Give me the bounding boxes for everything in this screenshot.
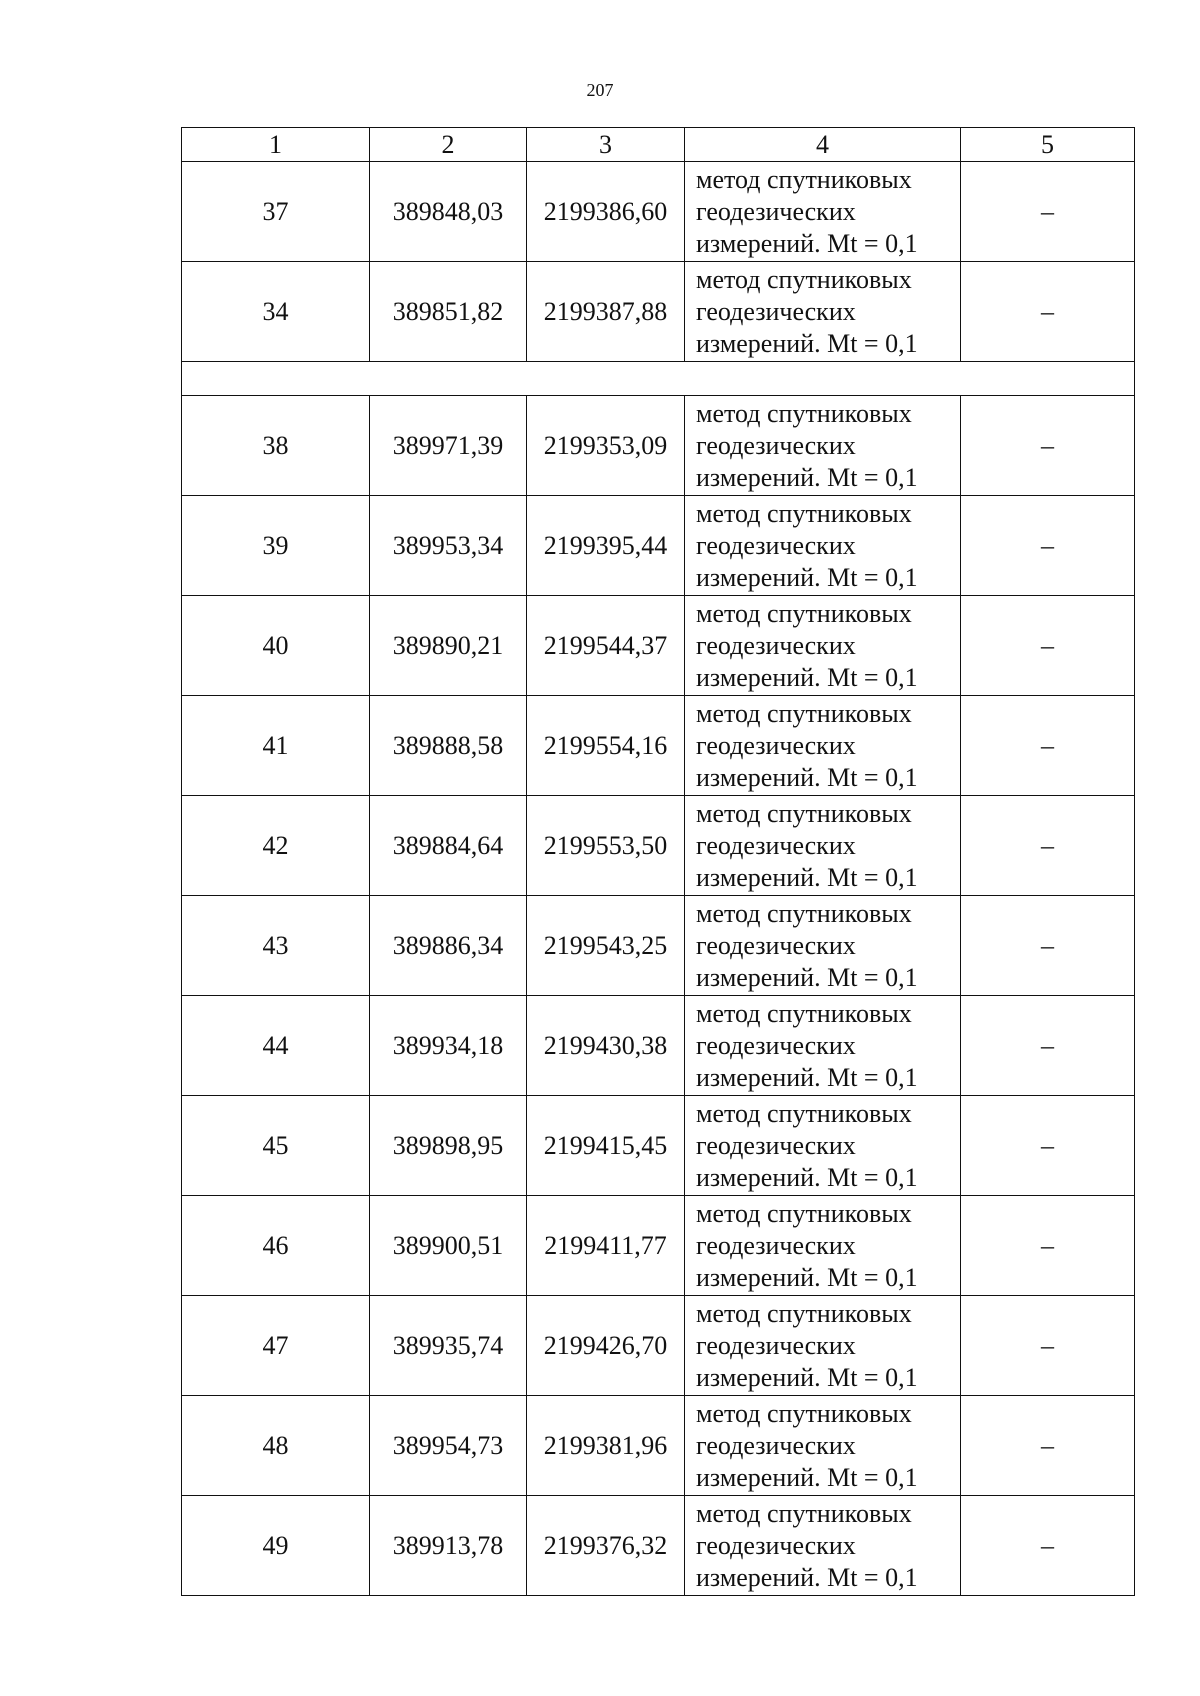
point-number: 37	[182, 162, 370, 262]
method-line: геодезических	[696, 730, 856, 760]
accuracy-dash: –	[961, 396, 1135, 496]
accuracy-dash: –	[961, 162, 1135, 262]
accuracy-dash: –	[961, 1296, 1135, 1396]
method-line: геодезических	[696, 430, 856, 460]
point-number: 49	[182, 1496, 370, 1596]
method-description	[685, 896, 961, 996]
table-row	[182, 896, 1135, 996]
coordinates-table	[181, 127, 1135, 1596]
method-line: геодезических	[696, 296, 856, 326]
coordinate-x: 389971,39	[370, 396, 527, 496]
method-line: геодезических	[696, 530, 856, 560]
table-row	[182, 696, 1135, 796]
table-row	[182, 596, 1135, 696]
table-row	[182, 996, 1135, 1096]
point-number: 34	[182, 262, 370, 362]
coordinate-y: 2199353,09	[527, 396, 685, 496]
point-number: 39	[182, 496, 370, 596]
method-description	[685, 996, 961, 1096]
method-line: метод спутниковых	[696, 798, 912, 828]
accuracy-dash: –	[961, 596, 1135, 696]
method-description	[685, 696, 961, 796]
method-line: измерений. Mt = 0,1	[696, 962, 918, 992]
method-line: измерений. Mt = 0,1	[696, 462, 918, 492]
method-line: измерений. Mt = 0,1	[696, 1462, 918, 1492]
accuracy-dash: –	[961, 1496, 1135, 1596]
coordinate-x: 389935,74	[370, 1296, 527, 1396]
method-line: метод спутниковых	[696, 898, 912, 928]
point-number: 41	[182, 696, 370, 796]
table-row	[182, 1396, 1135, 1496]
column-header-2: 2	[370, 128, 527, 162]
method-line: метод спутниковых	[696, 1198, 912, 1228]
point-number: 42	[182, 796, 370, 896]
method-line: геодезических	[696, 196, 856, 226]
accuracy-dash: –	[961, 496, 1135, 596]
method-line: метод спутниковых	[696, 1398, 912, 1428]
accuracy-dash: –	[961, 996, 1135, 1096]
table-row	[182, 396, 1135, 496]
method-description	[685, 1096, 961, 1196]
method-description	[685, 1496, 961, 1596]
coordinate-y: 2199387,88	[527, 262, 685, 362]
table-header-row	[182, 128, 1135, 162]
coordinate-y: 2199395,44	[527, 496, 685, 596]
method-line: геодезических	[696, 930, 856, 960]
method-line: метод спутниковых	[696, 164, 912, 194]
coordinate-x: 389890,21	[370, 596, 527, 696]
coordinate-y: 2199544,37	[527, 596, 685, 696]
method-line: измерений. Mt = 0,1	[696, 1162, 918, 1192]
method-line: геодезических	[696, 1330, 856, 1360]
method-line: метод спутниковых	[696, 264, 912, 294]
coordinate-x: 389900,51	[370, 1196, 527, 1296]
accuracy-dash: –	[961, 1096, 1135, 1196]
method-line: измерений. Mt = 0,1	[696, 328, 918, 358]
accuracy-dash: –	[961, 1396, 1135, 1496]
coordinate-x: 389954,73	[370, 1396, 527, 1496]
column-header-1: 1	[182, 128, 370, 162]
accuracy-dash: –	[961, 796, 1135, 896]
coordinate-y: 2199430,38	[527, 996, 685, 1096]
coordinate-y: 2199415,45	[527, 1096, 685, 1196]
coordinate-y: 2199543,25	[527, 896, 685, 996]
table-row	[182, 1196, 1135, 1296]
coordinate-y: 2199554,16	[527, 696, 685, 796]
accuracy-dash: –	[961, 696, 1135, 796]
table-row	[182, 1296, 1135, 1396]
method-line: геодезических	[696, 1430, 856, 1460]
method-line: геодезических	[696, 1130, 856, 1160]
method-description	[685, 1196, 961, 1296]
method-line: метод спутниковых	[696, 998, 912, 1028]
method-description	[685, 496, 961, 596]
method-description	[685, 596, 961, 696]
method-line: геодезических	[696, 1030, 856, 1060]
point-number: 38	[182, 396, 370, 496]
point-number: 40	[182, 596, 370, 696]
method-line: измерений. Mt = 0,1	[696, 1562, 918, 1592]
method-description	[685, 1396, 961, 1496]
point-number: 46	[182, 1196, 370, 1296]
table-row	[182, 496, 1135, 596]
point-number: 47	[182, 1296, 370, 1396]
method-line: измерений. Mt = 0,1	[696, 762, 918, 792]
method-line: геодезических	[696, 1530, 856, 1560]
method-line: геодезических	[696, 630, 856, 660]
coordinate-x: 389884,64	[370, 796, 527, 896]
point-number: 48	[182, 1396, 370, 1496]
accuracy-dash: –	[961, 262, 1135, 362]
accuracy-dash: –	[961, 896, 1135, 996]
method-line: измерений. Mt = 0,1	[696, 1362, 918, 1392]
table-row	[182, 1496, 1135, 1596]
coordinate-x: 389851,82	[370, 262, 527, 362]
point-number: 43	[182, 896, 370, 996]
method-line: метод спутниковых	[696, 1298, 912, 1328]
separator-cell	[182, 362, 1135, 396]
page-number: 207	[586, 80, 614, 100]
accuracy-dash: –	[961, 1196, 1135, 1296]
table-row	[182, 1096, 1135, 1196]
table-row	[182, 796, 1135, 896]
method-description	[685, 262, 961, 362]
coordinate-x: 389898,95	[370, 1096, 527, 1196]
table-row	[182, 162, 1135, 262]
table-row	[182, 262, 1135, 362]
method-line: измерений. Mt = 0,1	[696, 662, 918, 692]
method-description	[685, 162, 961, 262]
coordinate-y: 2199376,32	[527, 1496, 685, 1596]
method-line: геодезических	[696, 1230, 856, 1260]
method-line: измерений. Mt = 0,1	[696, 1262, 918, 1292]
coordinate-x: 389848,03	[370, 162, 527, 262]
method-line: метод спутниковых	[696, 498, 912, 528]
method-description	[685, 796, 961, 896]
method-line: измерений. Mt = 0,1	[696, 228, 918, 258]
point-number: 45	[182, 1096, 370, 1196]
method-line: метод спутниковых	[696, 698, 912, 728]
method-description	[685, 396, 961, 496]
method-line: метод спутниковых	[696, 1098, 912, 1128]
coordinate-y: 2199553,50	[527, 796, 685, 896]
coordinate-y: 2199381,96	[527, 1396, 685, 1496]
column-header-3: 3	[527, 128, 685, 162]
coordinate-y: 2199411,77	[527, 1196, 685, 1296]
method-line: геодезических	[696, 830, 856, 860]
method-line: измерений. Mt = 0,1	[696, 1062, 918, 1092]
coordinate-x: 389953,34	[370, 496, 527, 596]
coordinate-x: 389888,58	[370, 696, 527, 796]
coordinate-x: 389934,18	[370, 996, 527, 1096]
method-line: метод спутниковых	[696, 1498, 912, 1528]
coordinate-x: 389886,34	[370, 896, 527, 996]
column-header-5: 5	[961, 128, 1135, 162]
coordinate-y: 2199426,70	[527, 1296, 685, 1396]
separator-row	[182, 362, 1135, 396]
method-line: метод спутниковых	[696, 398, 912, 428]
coordinate-x: 389913,78	[370, 1496, 527, 1596]
method-description	[685, 1296, 961, 1396]
method-line: измерений. Mt = 0,1	[696, 562, 918, 592]
method-line: метод спутниковых	[696, 598, 912, 628]
column-header-4: 4	[685, 128, 961, 162]
method-line: измерений. Mt = 0,1	[696, 862, 918, 892]
point-number: 44	[182, 996, 370, 1096]
coordinate-y: 2199386,60	[527, 162, 685, 262]
